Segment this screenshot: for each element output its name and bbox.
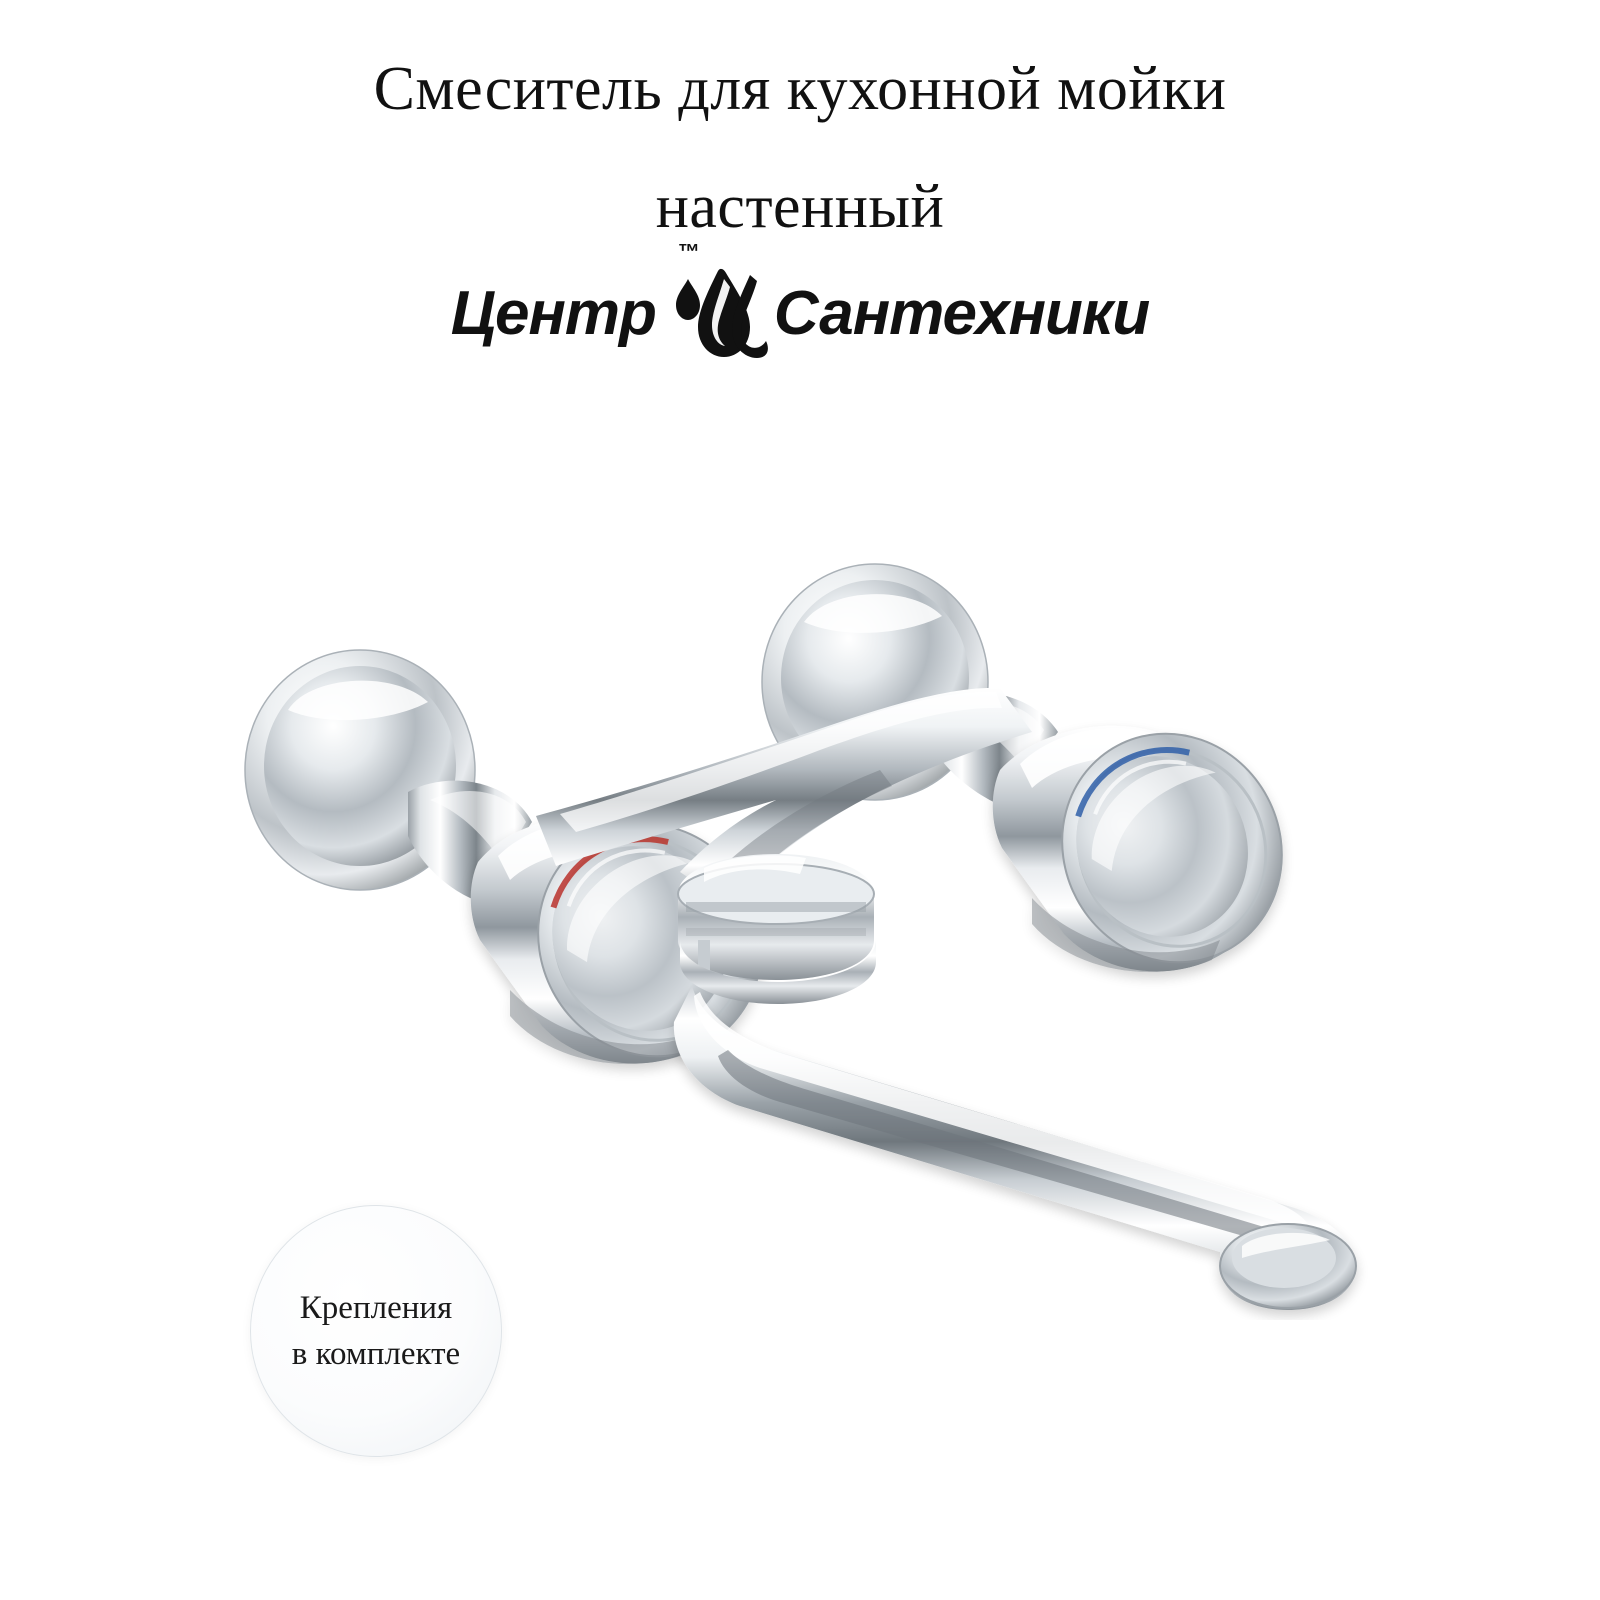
logo-word-left: Центр xyxy=(450,278,656,348)
product-image xyxy=(180,470,1480,1320)
title-line-1: Смеситель для кухонной мойки xyxy=(373,55,1227,123)
spout xyxy=(674,986,1356,1310)
water-drops-icon xyxy=(662,239,770,361)
title-line-2: настенный xyxy=(655,173,945,241)
brand-logo xyxy=(0,238,1600,388)
logo-word-right: Сантехники xyxy=(773,278,1150,348)
badge-line-2: в комплекте xyxy=(291,1336,461,1372)
right-handle-cold xyxy=(993,695,1322,1001)
spout-swivel-collar xyxy=(678,854,876,1004)
trademark-icon: ™ xyxy=(677,239,700,264)
badge-line-1: Крепления xyxy=(299,1290,453,1326)
mounting-included-badge xyxy=(250,1205,502,1457)
page-title xyxy=(0,30,1600,266)
